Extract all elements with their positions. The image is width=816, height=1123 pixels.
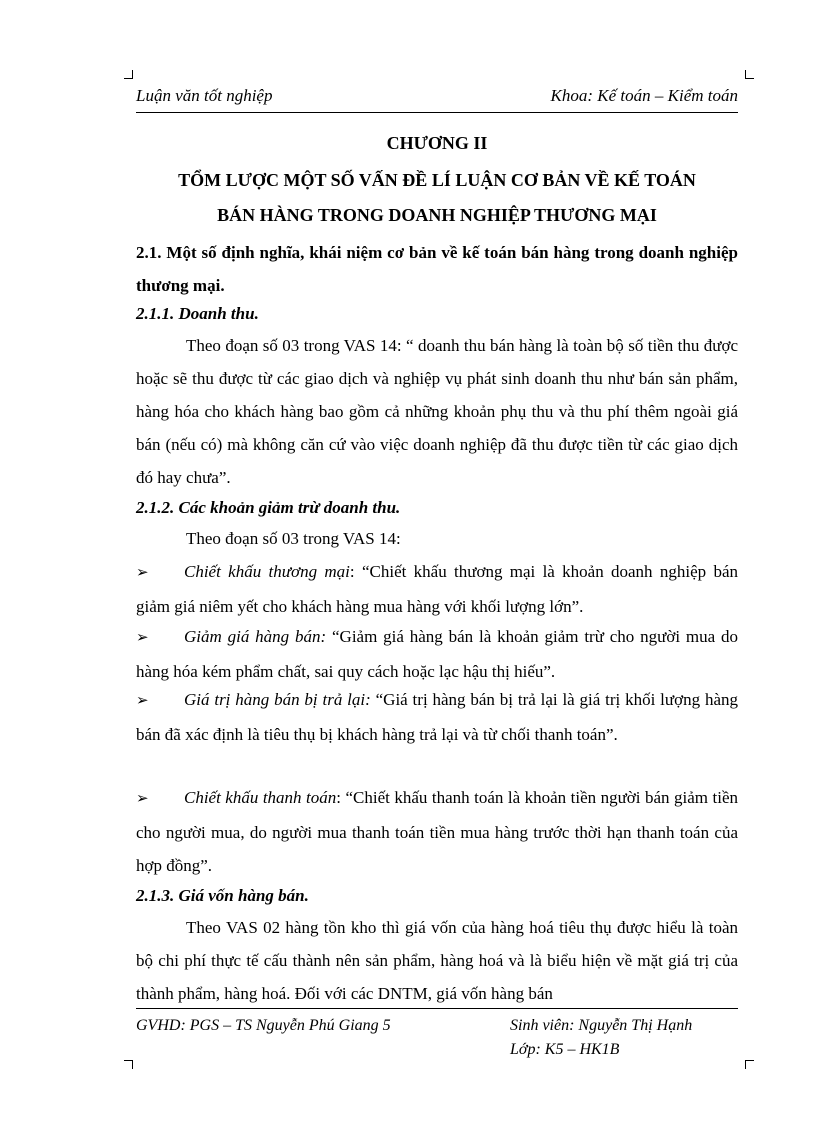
paragraph-revenue: Theo đoạn số 03 trong VAS 14: “ doanh thu bán hàng là toàn bộ số tiền thu được hoặc sẽ thu được từ các giao dịch và nghiệp vụ phát sinh doanh thu như bán sản phẩm, hàng hóa cho khách hàng bao gồm cả những khoản phụ thu và thu phí thêm ngoài giá bán (nếu có) mà không căn cứ vào việc doanh nghiệp đã thu được tiền từ các giao dịch đó hay chưa”. xyxy=(136,336,738,487)
bullet-item xyxy=(136,620,738,688)
bullet-term: Chiết khấu thanh toán xyxy=(184,788,337,807)
corner-mark-top-right xyxy=(745,70,754,79)
bullet-text: “Chiết khấu thương mại là khoản doanh nghiệp bán giảm giá niêm yết cho khách hàng mua hàng với khối lượng lớn”. xyxy=(136,562,739,616)
footer-class: Lớp: K5 – HK1B xyxy=(510,1041,620,1058)
footer-student: Sinh viên: Nguyễn Thị Hạnh xyxy=(510,1017,693,1034)
corner-mark-bottom-right xyxy=(745,1060,754,1069)
arrow-bullet-icon: ➢ xyxy=(136,791,149,807)
paragraph-cost-of-goods: Theo VAS 02 hàng tồn kho thì giá vốn của hàng hoá tiêu thụ được hiểu là toàn bộ chi phí thực tế cấu thành nên sản phẩm, hàng hoá và là biểu hiện về mặt giá trị của thành phẩm, hàng hoá. Đối với các DNTM, giá vốn hàng bán xyxy=(136,918,738,1003)
section-2-1-heading: 2.1. Một số định nghĩa, khái niệm cơ bản về kế toán bán hàng trong doanh nghiệp thương mại. xyxy=(136,243,738,295)
corner-mark-bottom-left xyxy=(124,1060,133,1069)
section-2-1-3-heading: 2.1.3. Giá vốn hàng bán. xyxy=(136,886,309,905)
header-left: Luận văn tốt nghiệp xyxy=(136,86,273,105)
arrow-bullet-icon: ➢ xyxy=(136,565,149,581)
section-2-1-1-heading: 2.1.1. Doanh thu. xyxy=(136,304,259,323)
header-right: Khoa: Kế toán – Kiểm toán xyxy=(550,86,738,105)
bullet-item xyxy=(136,555,738,623)
chapter-title-line1: TỔM LƯỢC MỘT SỐ VẤN ĐỀ LÍ LUẬN CƠ BẢN VỀ KẾ TOÁN xyxy=(178,170,696,190)
bullet-term: Chiết khấu thương mại xyxy=(184,562,350,581)
arrow-bullet-icon: ➢ xyxy=(136,630,149,646)
bullet-item xyxy=(136,781,738,882)
chapter-title-line2: BÁN HÀNG TRONG DOANH NGHIỆP THƯƠNG MẠI xyxy=(217,205,657,225)
bullet-text: “Giá trị hàng bán bị trả lại là giá trị khối lượng hàng bán đã xác định là tiêu thụ bị khách hàng trả lại và từ chối thanh toán”. xyxy=(136,690,738,744)
bullet-term: Giá trị hàng bán bị trả lại: xyxy=(184,690,371,709)
page-footer xyxy=(136,1008,738,1058)
footer-advisor: GVHD: PGS – TS Nguyễn Phú Giang 5 xyxy=(136,1017,391,1034)
bullet-separator: : xyxy=(336,788,341,807)
bullet-text: “Chiết khấu thanh toán là khoản tiền người bán giảm tiền cho người mua, do người mua thanh toán tiền mua hàng trước thời hạn thanh toán của hợp đồng”. xyxy=(136,788,738,875)
chapter-heading: CHƯƠNG II xyxy=(386,133,488,153)
bullet-separator: : xyxy=(349,562,355,581)
section-2-1-2-heading: 2.1.2. Các khoản giảm trừ doanh thu. xyxy=(136,498,401,517)
page-header xyxy=(136,86,738,113)
paragraph-vas14-intro: Theo đoạn số 03 trong VAS 14: xyxy=(186,529,401,548)
bullet-text: “Giảm giá hàng bán là khoản giảm trừ cho người mua do hàng hóa kém phẩm chất, sai quy cách hoặc lạc hậu thị hiếu”. xyxy=(136,627,738,681)
bullet-item xyxy=(136,683,738,751)
corner-mark-top-left xyxy=(124,70,133,79)
arrow-bullet-icon: ➢ xyxy=(136,693,149,709)
bullet-term: Giảm giá hàng bán: xyxy=(184,627,327,646)
